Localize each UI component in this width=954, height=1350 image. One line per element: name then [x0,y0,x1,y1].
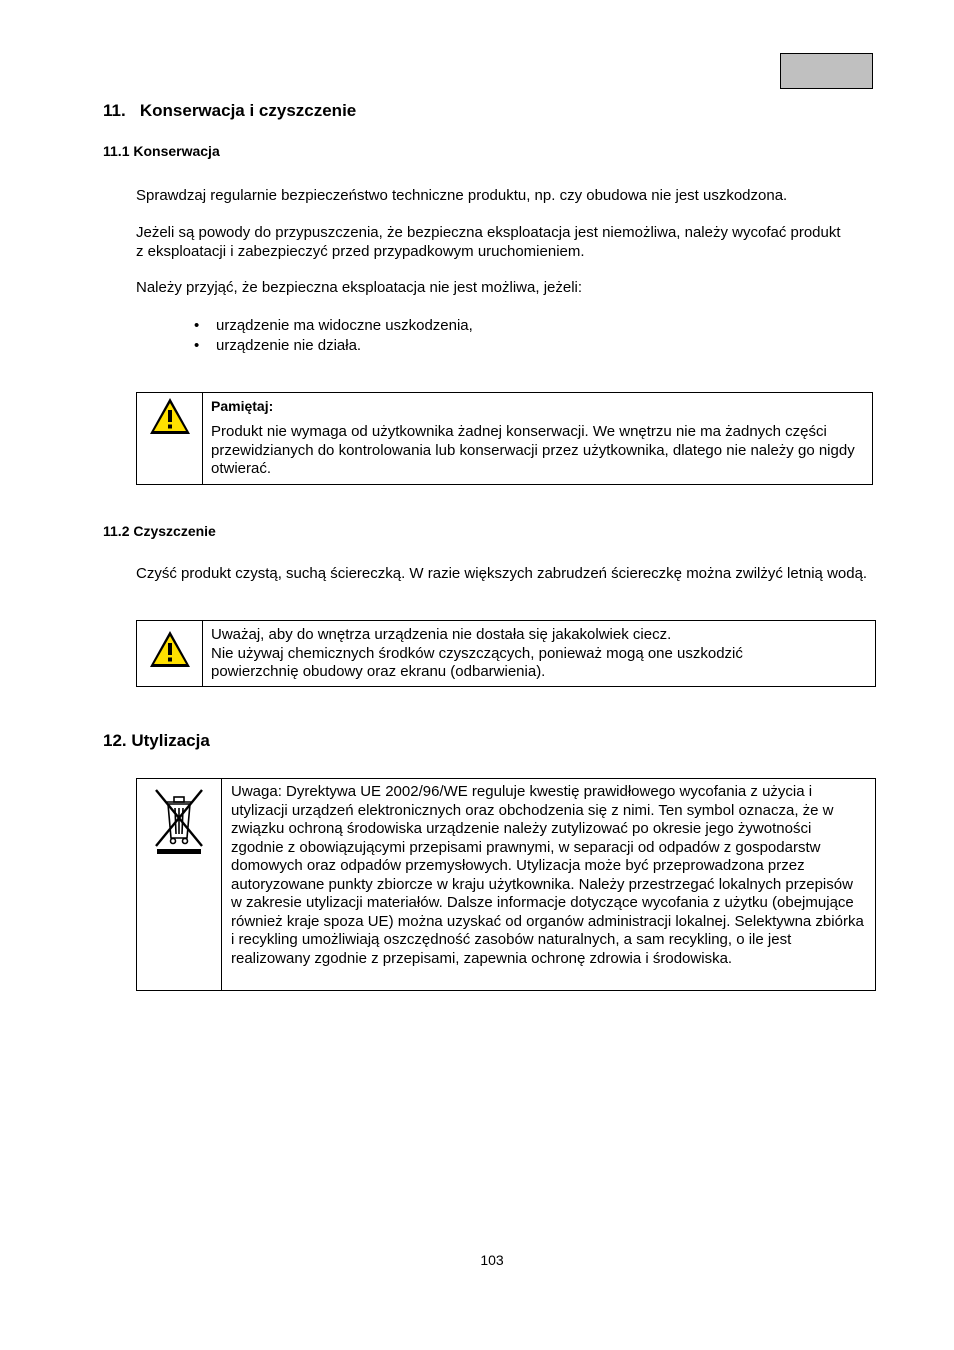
warning-icon-cell [137,393,203,485]
section-11-title: 11. Konserwacja i czyszczenie [103,101,357,120]
paragraph-disable-product: Jeżeli są powody do przypuszczenia, że bezpieczna eksploatacja jest niemożliwa, należy wycofać produkt z eksploatacji i zabezpieczyć przed przypadkowym uruchomieniem. [136,224,841,260]
paragraph-conditions: Należy przyjąć, że bezpieczna eksploatacja nie jest możliwa, jeżeli: [136,279,583,296]
page-number: 103 [480,1252,504,1268]
note-title: Pamiętaj: [211,398,274,414]
note-line: Nie używaj chemicznych środków czyszczących, ponieważ mogą one uszkodzić powierzchnię obudowy oraz ekranu (odbarwienia). [211,644,743,680]
paragraph-check-safety: Sprawdzaj regularnie bezpieczeństwo techniczne produktu, np. czy obudowa nie jest uszkodzona. [136,187,788,204]
warning-icon-cell [137,621,203,687]
maintenance-note-content [203,393,873,485]
paragraph-cleaning: Czyść produkt czystą, suchą ściereczką. W razie większych zabrudzeń ściereczkę można zwilżyć letnią wodą. [136,565,868,582]
disposal-note-content [222,779,876,991]
disposal-note-text: Uwaga: Dyrektywa UE 2002/96/WE reguluje kwestię prawidłowego wycofania z użycia i utylizacji urządzeń elektronicznych oraz obchodzenia się z nimi. Ten symbol oznacza, że w związku ochroną środowiska urządzenie należy zutylizować po okresie jego żywotności zgodnie z obowiązującymi przepisami prawnymi, w separacji od odpadów z gospodarstw domowych oraz odpadów przemysłowych. Utylizacja może być przeprowadzona przez autoryzowane punkty zbiorcze w kraju użytkownika. Należy przestrzegać lokalnych przepisów w zakresie utylizacji materiałów. Dalsze informacje dotyczące wycofania z użytku (obejmujące również kraje spoza UE) można uzyskać od organów administracji lokalnej. Selektywna zbiórka i recykling umożliwiają oszczędność zasobów naturalnych, a sam recykling, o ile jest realizowany zgodnie z przepisami, zapewnia ochronę zdrowia i środowiska. [231,783,864,967]
note-text: Produkt nie wymaga od użytkownika żadnej konserwacji. We wnętrzu nie ma żadnych części przewidzianych do kontrolowania lub konserwacji przez użytkownika, dlatego nie należy go nigdy otwierać. [211,423,855,477]
maintenance-note-box [136,392,873,485]
warning-icon [148,629,192,669]
cleaning-note-content [203,621,876,687]
list-item: • urządzenie ma widoczne uszkodzenia, [194,316,794,336]
warning-icon [148,396,192,436]
disposal-note-box [136,778,876,991]
conditions-list [194,316,794,356]
language-tab-box [780,53,873,89]
subsection-11-1-title: 11.1 Konserwacja [103,143,220,159]
section-12-title: 12. Utylizacja [103,731,210,750]
note-line: Uważaj, aby do wnętrza urządzenia nie dostała się jakakolwiek ciecz. [211,626,672,643]
cleaning-note-box [136,620,876,687]
crossed-bin-icon-cell [137,779,222,991]
list-item: • urządzenie nie działa. [194,336,794,356]
subsection-11-2-title: 11.2 Czyszczenie [103,523,216,539]
crossed-bin-icon [149,784,209,856]
